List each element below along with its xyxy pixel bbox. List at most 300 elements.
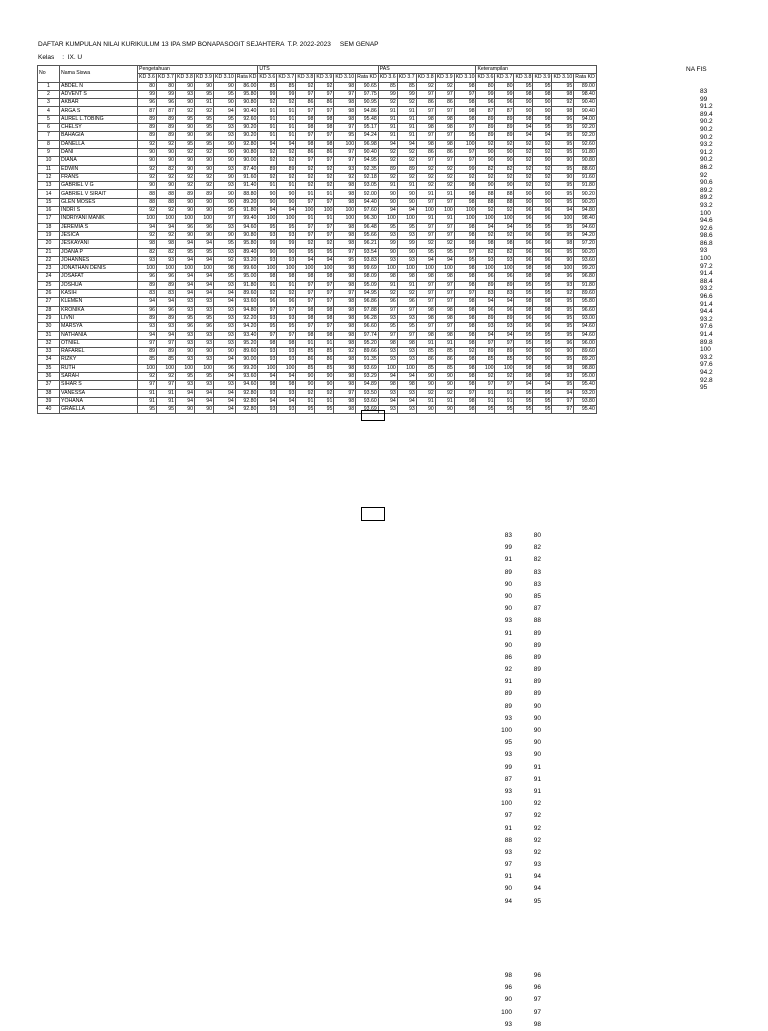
- student-name[interactable]: GLEN MOSES: [60, 198, 138, 206]
- cell-selection-box[interactable]: [361, 410, 385, 421]
- score-cell[interactable]: 94: [495, 298, 514, 306]
- score-cell[interactable]: 86: [435, 99, 454, 107]
- score-cell[interactable]: 92: [176, 182, 195, 190]
- row-number[interactable]: 23: [38, 265, 60, 273]
- score-cell[interactable]: 95: [552, 223, 574, 231]
- row-number[interactable]: 36: [38, 372, 60, 380]
- score-cell[interactable]: 100: [454, 215, 476, 223]
- score-cell[interactable]: 86.00: [235, 82, 258, 90]
- score-cell[interactable]: 90: [533, 157, 552, 165]
- score-cell[interactable]: 100: [416, 207, 435, 215]
- row-number[interactable]: 18: [38, 223, 60, 231]
- score-cell[interactable]: 94: [176, 256, 195, 264]
- score-cell[interactable]: 91.80: [574, 148, 597, 156]
- score-cell[interactable]: 92: [378, 148, 397, 156]
- score-cell[interactable]: 98: [454, 223, 476, 231]
- score-cell[interactable]: 98: [454, 82, 476, 90]
- row-number[interactable]: 31: [38, 331, 60, 339]
- score-cell[interactable]: 94: [514, 124, 533, 132]
- score-cell[interactable]: 88.80: [235, 190, 258, 198]
- score-cell[interactable]: 92: [258, 290, 277, 298]
- score-cell[interactable]: 90: [258, 190, 277, 198]
- score-cell[interactable]: 92: [416, 165, 435, 173]
- score-cell[interactable]: 93: [378, 256, 397, 264]
- score-cell[interactable]: 98: [334, 314, 356, 322]
- score-cell[interactable]: 92: [378, 99, 397, 107]
- score-cell[interactable]: 100: [334, 140, 356, 148]
- score-cell[interactable]: 97: [435, 298, 454, 306]
- score-cell[interactable]: 94: [214, 356, 236, 364]
- score-cell[interactable]: 98: [454, 406, 476, 414]
- score-cell[interactable]: 95: [334, 256, 356, 264]
- score-cell[interactable]: 96: [495, 99, 514, 107]
- score-cell[interactable]: 93: [378, 356, 397, 364]
- score-cell[interactable]: 97: [296, 223, 315, 231]
- score-cell[interactable]: 92: [157, 372, 176, 380]
- score-cell[interactable]: 98: [454, 364, 476, 372]
- score-cell[interactable]: 94: [277, 372, 296, 380]
- score-cell[interactable]: 95: [435, 248, 454, 256]
- score-cell[interactable]: 88: [157, 190, 176, 198]
- score-cell[interactable]: 96.30: [356, 215, 379, 223]
- score-cell[interactable]: 98: [277, 273, 296, 281]
- score-cell[interactable]: 95: [397, 323, 416, 331]
- score-cell[interactable]: 92.80: [235, 397, 258, 405]
- score-cell[interactable]: 95: [533, 406, 552, 414]
- score-cell[interactable]: 91: [277, 281, 296, 289]
- score-cell[interactable]: 97: [435, 281, 454, 289]
- student-name[interactable]: JONATHAN DENIS: [60, 265, 138, 273]
- score-cell[interactable]: 95: [552, 82, 574, 90]
- score-cell[interactable]: 93: [214, 165, 236, 173]
- score-cell[interactable]: 90: [176, 99, 195, 107]
- score-cell[interactable]: 92: [495, 231, 514, 239]
- score-cell[interactable]: 92: [214, 256, 236, 264]
- score-cell[interactable]: 94.80: [574, 207, 597, 215]
- score-cell[interactable]: 94: [277, 140, 296, 148]
- score-cell[interactable]: 89: [157, 348, 176, 356]
- score-cell[interactable]: 97: [416, 290, 435, 298]
- score-cell[interactable]: 97: [454, 148, 476, 156]
- score-cell[interactable]: 97: [296, 298, 315, 306]
- score-cell[interactable]: 95: [296, 248, 315, 256]
- row-number[interactable]: 8: [38, 140, 60, 148]
- score-cell[interactable]: 96.60: [574, 306, 597, 314]
- score-cell[interactable]: 98: [454, 356, 476, 364]
- score-cell[interactable]: 89: [495, 132, 514, 140]
- score-cell[interactable]: 92: [296, 182, 315, 190]
- score-cell[interactable]: 93: [378, 348, 397, 356]
- score-cell[interactable]: 98: [315, 331, 334, 339]
- score-cell[interactable]: 95: [378, 223, 397, 231]
- score-cell[interactable]: 90: [258, 248, 277, 256]
- score-cell[interactable]: 93: [552, 281, 574, 289]
- score-cell[interactable]: 100: [397, 364, 416, 372]
- score-cell[interactable]: 92: [435, 182, 454, 190]
- score-cell[interactable]: 82: [476, 165, 495, 173]
- student-name[interactable]: JEREMIA S: [60, 223, 138, 231]
- score-cell[interactable]: 91.35: [356, 356, 379, 364]
- score-cell[interactable]: 95: [176, 314, 195, 322]
- score-cell[interactable]: 98: [416, 140, 435, 148]
- score-cell[interactable]: 99.20: [235, 364, 258, 372]
- score-cell[interactable]: 92: [315, 240, 334, 248]
- score-cell[interactable]: 98: [454, 115, 476, 123]
- score-cell[interactable]: 90: [138, 148, 157, 156]
- score-cell[interactable]: 100: [552, 215, 574, 223]
- score-cell[interactable]: 95: [258, 323, 277, 331]
- score-cell[interactable]: 93: [397, 356, 416, 364]
- row-number[interactable]: 33: [38, 348, 60, 356]
- score-cell[interactable]: 87: [495, 107, 514, 115]
- score-cell[interactable]: 97: [476, 339, 495, 347]
- score-cell[interactable]: 98: [435, 140, 454, 148]
- score-cell[interactable]: 94: [258, 207, 277, 215]
- score-cell[interactable]: 90.40: [574, 99, 597, 107]
- score-cell[interactable]: 95: [533, 397, 552, 405]
- score-cell[interactable]: 95: [195, 124, 214, 132]
- score-cell[interactable]: 93: [277, 348, 296, 356]
- score-cell[interactable]: 93: [138, 256, 157, 264]
- score-cell[interactable]: 97: [416, 107, 435, 115]
- score-cell[interactable]: 92: [277, 290, 296, 298]
- score-cell[interactable]: 89: [495, 314, 514, 322]
- score-cell[interactable]: 95: [176, 248, 195, 256]
- row-number[interactable]: 22: [38, 256, 60, 264]
- score-cell[interactable]: 92.00: [356, 190, 379, 198]
- score-cell[interactable]: 89: [476, 281, 495, 289]
- score-cell[interactable]: 91: [378, 182, 397, 190]
- score-cell[interactable]: 90: [416, 372, 435, 380]
- score-cell[interactable]: 94: [495, 331, 514, 339]
- score-cell[interactable]: 97: [435, 157, 454, 165]
- score-cell[interactable]: 85: [416, 364, 435, 372]
- score-cell[interactable]: 94: [533, 381, 552, 389]
- score-cell[interactable]: 91: [315, 397, 334, 405]
- score-cell[interactable]: 80: [476, 82, 495, 90]
- score-cell[interactable]: 95: [514, 223, 533, 231]
- score-cell[interactable]: 100: [296, 265, 315, 273]
- score-cell[interactable]: 97: [157, 339, 176, 347]
- score-cell[interactable]: 100: [258, 215, 277, 223]
- score-cell[interactable]: 91: [416, 339, 435, 347]
- score-cell[interactable]: 95: [552, 331, 574, 339]
- score-cell[interactable]: 85: [416, 348, 435, 356]
- score-cell[interactable]: 98: [315, 314, 334, 322]
- score-cell[interactable]: 94: [277, 397, 296, 405]
- score-cell[interactable]: 93: [334, 165, 356, 173]
- row-number[interactable]: 19: [38, 231, 60, 239]
- score-cell[interactable]: 94: [195, 389, 214, 397]
- row-number[interactable]: 30: [38, 323, 60, 331]
- score-cell[interactable]: 95: [378, 323, 397, 331]
- score-cell[interactable]: 95: [214, 240, 236, 248]
- score-cell[interactable]: 92.20: [235, 314, 258, 322]
- score-cell[interactable]: 93: [176, 298, 195, 306]
- score-cell[interactable]: 90: [214, 99, 236, 107]
- score-cell[interactable]: 90: [214, 140, 236, 148]
- score-cell[interactable]: 91.60: [574, 173, 597, 181]
- score-cell[interactable]: 98: [514, 306, 533, 314]
- score-cell[interactable]: 90: [214, 157, 236, 165]
- score-cell[interactable]: 98: [435, 331, 454, 339]
- score-cell[interactable]: 91: [258, 132, 277, 140]
- score-cell[interactable]: 92: [296, 165, 315, 173]
- score-cell[interactable]: 97: [435, 132, 454, 140]
- score-cell[interactable]: 92: [315, 82, 334, 90]
- score-cell[interactable]: 94: [195, 240, 214, 248]
- score-cell[interactable]: 97: [315, 281, 334, 289]
- score-cell[interactable]: 94.86: [356, 107, 379, 115]
- score-cell[interactable]: 93: [397, 256, 416, 264]
- score-cell[interactable]: 92: [296, 82, 315, 90]
- score-cell[interactable]: 91: [138, 389, 157, 397]
- score-cell[interactable]: 86: [435, 356, 454, 364]
- score-cell[interactable]: 88: [138, 198, 157, 206]
- score-cell[interactable]: 91: [315, 190, 334, 198]
- score-cell[interactable]: 94: [476, 298, 495, 306]
- score-cell[interactable]: 98: [296, 115, 315, 123]
- student-name[interactable]: JESKAYANI: [60, 240, 138, 248]
- score-cell[interactable]: 98: [514, 372, 533, 380]
- score-cell[interactable]: 96: [514, 240, 533, 248]
- score-cell[interactable]: 90: [435, 372, 454, 380]
- score-cell[interactable]: 95.80: [235, 240, 258, 248]
- score-cell[interactable]: 89: [157, 132, 176, 140]
- student-name[interactable]: DANI: [60, 148, 138, 156]
- score-cell[interactable]: 90: [514, 348, 533, 356]
- score-cell[interactable]: 91: [397, 124, 416, 132]
- score-cell[interactable]: 91: [277, 107, 296, 115]
- score-cell[interactable]: 90: [397, 248, 416, 256]
- score-cell[interactable]: 92: [435, 240, 454, 248]
- score-cell[interactable]: 98.40: [574, 215, 597, 223]
- score-cell[interactable]: 96: [514, 314, 533, 322]
- score-cell[interactable]: 93.50: [356, 389, 379, 397]
- student-name[interactable]: LIVNI: [60, 314, 138, 322]
- score-cell[interactable]: 96: [533, 231, 552, 239]
- score-cell[interactable]: 91: [277, 115, 296, 123]
- row-number[interactable]: 14: [38, 190, 60, 198]
- score-cell[interactable]: 85: [435, 348, 454, 356]
- score-cell[interactable]: 89.60: [235, 290, 258, 298]
- score-cell[interactable]: 94.20: [235, 323, 258, 331]
- score-cell[interactable]: 91: [416, 190, 435, 198]
- row-number[interactable]: 38: [38, 389, 60, 397]
- score-cell[interactable]: 99.20: [574, 265, 597, 273]
- score-cell[interactable]: 98: [533, 298, 552, 306]
- score-cell[interactable]: 94.60: [235, 381, 258, 389]
- score-cell[interactable]: 95: [514, 82, 533, 90]
- score-cell[interactable]: 97: [315, 231, 334, 239]
- score-cell[interactable]: 98: [454, 265, 476, 273]
- score-cell[interactable]: 95: [176, 372, 195, 380]
- score-cell[interactable]: 97.20: [574, 240, 597, 248]
- score-cell[interactable]: 97: [315, 107, 334, 115]
- score-cell[interactable]: 96: [533, 323, 552, 331]
- score-cell[interactable]: 86: [416, 148, 435, 156]
- score-cell[interactable]: 86: [416, 99, 435, 107]
- score-cell[interactable]: 97: [435, 231, 454, 239]
- score-cell[interactable]: 96.98: [356, 140, 379, 148]
- score-cell[interactable]: 92: [378, 290, 397, 298]
- score-cell[interactable]: 90: [315, 372, 334, 380]
- score-cell[interactable]: 95: [138, 406, 157, 414]
- score-cell[interactable]: 95: [552, 190, 574, 198]
- score-cell[interactable]: 94: [258, 372, 277, 380]
- score-cell[interactable]: 91: [476, 389, 495, 397]
- score-cell[interactable]: 98: [334, 198, 356, 206]
- score-cell[interactable]: 93: [258, 356, 277, 364]
- score-cell[interactable]: 91: [416, 397, 435, 405]
- score-cell[interactable]: 100: [176, 215, 195, 223]
- score-cell[interactable]: 94.40: [356, 198, 379, 206]
- score-cell[interactable]: 92.20: [574, 132, 597, 140]
- score-cell[interactable]: 94: [195, 273, 214, 281]
- score-cell[interactable]: 90: [397, 190, 416, 198]
- score-cell[interactable]: 100: [176, 364, 195, 372]
- row-number[interactable]: 28: [38, 306, 60, 314]
- score-cell[interactable]: 90: [176, 198, 195, 206]
- score-cell[interactable]: 98: [296, 273, 315, 281]
- student-name[interactable]: YOHANA: [60, 397, 138, 405]
- score-cell[interactable]: 93.05: [356, 182, 379, 190]
- score-cell[interactable]: 90.20: [574, 198, 597, 206]
- score-cell[interactable]: 97: [454, 90, 476, 98]
- score-cell[interactable]: 90: [378, 198, 397, 206]
- score-cell[interactable]: 90.40: [574, 107, 597, 115]
- score-cell[interactable]: 100: [277, 215, 296, 223]
- score-cell[interactable]: 99: [258, 90, 277, 98]
- score-cell[interactable]: 94: [277, 207, 296, 215]
- score-cell[interactable]: 100: [476, 364, 495, 372]
- score-cell[interactable]: 92.20: [574, 124, 597, 132]
- score-cell[interactable]: 98: [552, 240, 574, 248]
- score-cell[interactable]: 94.80: [235, 306, 258, 314]
- score-cell[interactable]: 96: [157, 306, 176, 314]
- score-cell[interactable]: 99: [397, 240, 416, 248]
- score-cell[interactable]: 90: [176, 231, 195, 239]
- score-cell[interactable]: 96: [277, 298, 296, 306]
- score-cell[interactable]: 98: [476, 240, 495, 248]
- score-cell[interactable]: 90: [176, 207, 195, 215]
- score-cell[interactable]: 91: [195, 99, 214, 107]
- row-number[interactable]: 2: [38, 90, 60, 98]
- row-number[interactable]: 34: [38, 356, 60, 364]
- score-cell[interactable]: 93.40: [235, 331, 258, 339]
- score-cell[interactable]: 90: [258, 198, 277, 206]
- score-cell[interactable]: 98: [315, 273, 334, 281]
- score-cell[interactable]: 96: [552, 273, 574, 281]
- score-cell[interactable]: 95: [214, 207, 236, 215]
- score-cell[interactable]: 89.00: [574, 82, 597, 90]
- score-cell[interactable]: 90: [397, 198, 416, 206]
- score-cell[interactable]: 98: [378, 273, 397, 281]
- student-name[interactable]: KLEMEN: [60, 298, 138, 306]
- score-cell[interactable]: 91: [397, 281, 416, 289]
- score-cell[interactable]: 95: [552, 356, 574, 364]
- score-cell[interactable]: 91: [138, 397, 157, 405]
- score-cell[interactable]: 91: [277, 132, 296, 140]
- score-cell[interactable]: 92: [514, 157, 533, 165]
- score-cell[interactable]: 92.80: [235, 389, 258, 397]
- score-cell[interactable]: 90: [552, 348, 574, 356]
- score-cell[interactable]: 100: [195, 265, 214, 273]
- score-cell[interactable]: 92: [416, 389, 435, 397]
- score-cell[interactable]: 95.17: [356, 124, 379, 132]
- score-cell[interactable]: 94: [476, 331, 495, 339]
- score-cell[interactable]: 93: [476, 256, 495, 264]
- score-cell[interactable]: 97: [454, 290, 476, 298]
- score-cell[interactable]: 98: [416, 115, 435, 123]
- score-cell[interactable]: 92: [476, 231, 495, 239]
- score-cell[interactable]: 90.65: [356, 82, 379, 90]
- score-cell[interactable]: 94: [435, 256, 454, 264]
- score-cell[interactable]: 92: [334, 173, 356, 181]
- score-cell[interactable]: 93.60: [235, 372, 258, 380]
- score-cell[interactable]: 98: [454, 298, 476, 306]
- score-cell[interactable]: 97: [296, 132, 315, 140]
- score-cell[interactable]: 93: [397, 406, 416, 414]
- score-cell[interactable]: 91: [435, 397, 454, 405]
- score-cell[interactable]: 92: [397, 148, 416, 156]
- score-cell[interactable]: 96: [514, 323, 533, 331]
- score-cell[interactable]: 95: [552, 298, 574, 306]
- row-number[interactable]: 6: [38, 124, 60, 132]
- score-cell[interactable]: 92: [138, 207, 157, 215]
- score-cell[interactable]: 97: [435, 290, 454, 298]
- score-cell[interactable]: 97: [296, 90, 315, 98]
- score-cell[interactable]: 95: [552, 198, 574, 206]
- score-cell[interactable]: 90: [476, 182, 495, 190]
- score-cell[interactable]: 88: [476, 190, 495, 198]
- row-number[interactable]: 25: [38, 281, 60, 289]
- student-name[interactable]: INDRI S: [60, 207, 138, 215]
- score-cell[interactable]: 94.24: [356, 132, 379, 140]
- score-cell[interactable]: 93: [397, 314, 416, 322]
- score-cell[interactable]: 95: [397, 223, 416, 231]
- score-cell[interactable]: 91: [258, 115, 277, 123]
- score-cell[interactable]: 98: [277, 339, 296, 347]
- score-cell[interactable]: 97: [296, 157, 315, 165]
- score-cell[interactable]: 100: [476, 265, 495, 273]
- score-cell[interactable]: 95.20: [356, 339, 379, 347]
- score-cell[interactable]: 92: [296, 173, 315, 181]
- score-cell[interactable]: 98: [416, 124, 435, 132]
- score-cell[interactable]: 96: [533, 248, 552, 256]
- score-cell[interactable]: 100: [334, 207, 356, 215]
- score-cell[interactable]: 90: [476, 157, 495, 165]
- score-cell[interactable]: 95: [195, 372, 214, 380]
- score-cell[interactable]: 95: [552, 306, 574, 314]
- score-cell[interactable]: 90: [214, 198, 236, 206]
- score-cell[interactable]: 98: [214, 265, 236, 273]
- score-cell[interactable]: 97: [397, 331, 416, 339]
- score-cell[interactable]: 98: [334, 397, 356, 405]
- score-cell[interactable]: 95: [416, 248, 435, 256]
- score-cell[interactable]: 90: [495, 182, 514, 190]
- row-number[interactable]: 29: [38, 314, 60, 322]
- student-name[interactable]: JOANA P: [60, 248, 138, 256]
- row-number[interactable]: 17: [38, 215, 60, 223]
- row-number[interactable]: 10: [38, 157, 60, 165]
- score-cell[interactable]: 96: [138, 273, 157, 281]
- score-cell[interactable]: 90: [195, 348, 214, 356]
- score-cell[interactable]: 91: [378, 281, 397, 289]
- score-cell[interactable]: 100: [495, 364, 514, 372]
- student-name[interactable]: JOHANNES: [60, 256, 138, 264]
- score-cell[interactable]: 95: [533, 281, 552, 289]
